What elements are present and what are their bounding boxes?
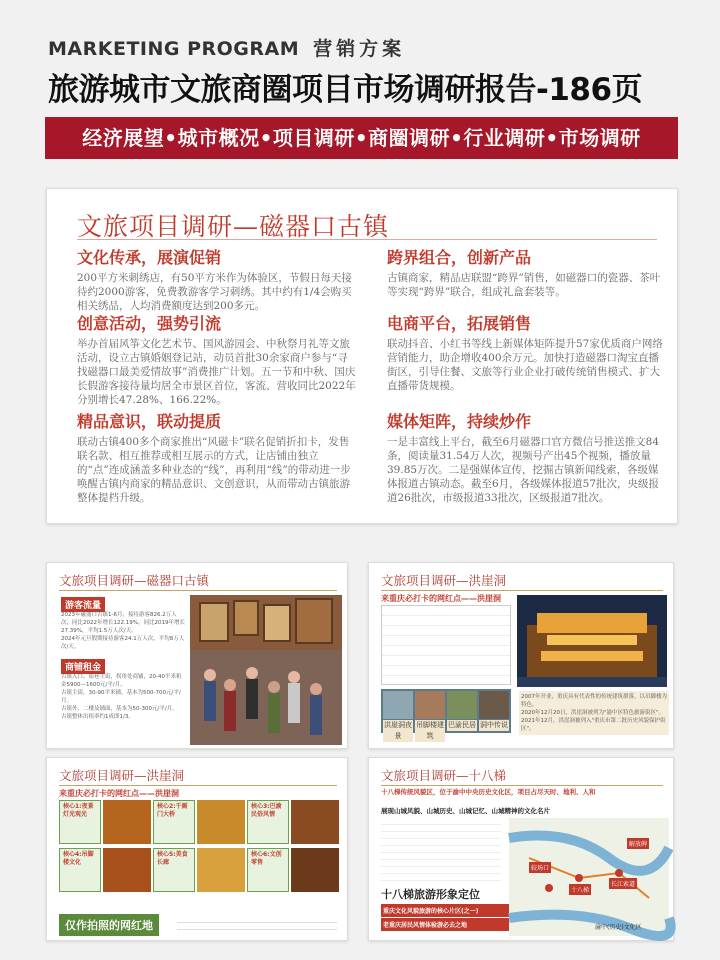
topic-banner: 经济展望•城市概况•项目调研•商圈调研•行业调研•市场调研 xyxy=(45,117,678,159)
section-quality xyxy=(77,409,357,505)
photo-spot-badge: 仅作拍照的网红地 xyxy=(59,914,159,936)
core-photo xyxy=(291,800,339,844)
ciqikou-street-photo xyxy=(190,595,342,745)
core-box xyxy=(153,800,195,844)
header-subtitle xyxy=(48,34,405,61)
card-title: 文旅项目调研—磁器口古镇 xyxy=(59,573,210,588)
map-illustration xyxy=(509,818,669,936)
thumbnail-page-shibati xyxy=(368,757,674,941)
info-table xyxy=(381,605,511,685)
rent-line: 古镇入口、街巷主街，拐角处商铺，20-40平米租金5900—1600元/平/月。 xyxy=(61,674,182,688)
hongyadong-notes xyxy=(519,691,669,735)
shop-rent-text xyxy=(61,673,185,721)
core-photo xyxy=(291,848,339,892)
text-placeholder xyxy=(177,916,337,932)
document-title: 文旅项目调研—磁器口古镇 xyxy=(77,212,390,241)
section-body: 一是丰富线上平台，截至6月磁器口官方微信号推送推文84条，阅读量31.54万人次，视频号产出45个视频，播放量39.85万次。二是强媒体宣传，挖掘古镇新闻线索，各级媒体报道古镇动态。截至6月，各级媒体报道57批次，央级报道26批次，市级报道33批次，区级报道7批次。 xyxy=(387,436,660,504)
section-culture xyxy=(77,245,357,313)
map-label: 解放碑 xyxy=(627,838,649,849)
visitor-flow-text xyxy=(61,611,185,651)
section-media xyxy=(387,409,667,505)
section-activities xyxy=(77,311,357,407)
card-divider xyxy=(59,785,337,786)
card-title: 文旅项目调研—洪崖洞 xyxy=(381,573,507,588)
photo-caption: 洪崖洞夜景 xyxy=(384,721,412,740)
core-box xyxy=(247,848,289,892)
header-en: MARKETING PROGRAM xyxy=(48,38,300,60)
card-divider xyxy=(59,590,337,591)
core-box xyxy=(59,848,101,892)
section-heading: 精品意识，联动提质 xyxy=(77,412,222,431)
card-title: 文旅项目调研—十八梯 xyxy=(381,768,507,783)
tag-shop-rent: 商铺租金 xyxy=(61,659,105,674)
core-box xyxy=(247,800,289,844)
card-title: 文旅项目调研—洪崖洞 xyxy=(59,768,185,783)
rent-line: 古镇外、二楼及铺面，基本为50-300元/平/月。 xyxy=(61,706,178,712)
card-red-heading: 十八梯传统风貌区，位于渝中中央历史文化区，项目占尽天时、地利、人和 xyxy=(381,788,596,796)
visitor-line: 2023年磁器口古镇1-6月，接待游客826.2万人次，同比2022年增长122.19%，同比2019年增长27.39%，平均1.5万人次/天。 xyxy=(61,612,185,634)
core-box-label: 核心1:夜景灯光观光 xyxy=(63,803,94,818)
core-box-label: 核心2:千厮门大桥 xyxy=(157,803,188,818)
street-photo-illustration xyxy=(190,595,342,745)
card-red-heading: 来重庆必打卡的网红点——洪崖洞 xyxy=(381,594,501,603)
card-subheading: 展现山城风貌、山城历史、山城记忆、山城精神的文化名片 xyxy=(381,807,550,815)
page-title: 旅游城市文旅商圈项目市场调研报告-186页 xyxy=(48,72,643,108)
card-red-heading: 来重庆必打卡的网红点——洪崖洞 xyxy=(59,789,179,798)
core-photo xyxy=(103,848,151,892)
map-label: 较场口 xyxy=(529,862,551,873)
card-divider xyxy=(381,785,663,786)
thumbnail-page-hongyadong-2 xyxy=(46,757,348,941)
map-label: 长江索道 xyxy=(609,878,637,889)
section-crossover xyxy=(387,245,667,299)
note-line: 2020年12月20日，洪崖洞被列为"渝中区特色旅游街区"。 xyxy=(521,710,665,716)
core-box-label: 核心5:美食长廊 xyxy=(157,851,188,866)
core-box-label: 核心4:吊脚楼文化 xyxy=(63,851,94,866)
map-caption: 渝中(历史)文化区 xyxy=(595,924,642,931)
thumbnail-page-ciqikou xyxy=(46,562,348,749)
section-body: 联动抖音、小红书等线上新媒体矩阵提升57家优质商户网络营销能力，助企增收400余万元。加快打造磁器口淘宝直播街区，引导住餐、文旅等行业企业打破传统销售模式、扩大直播带货规模。 xyxy=(387,338,663,392)
section-heading: 创意活动，强势引流 xyxy=(77,314,222,333)
header-cn: 营销方案 xyxy=(313,38,406,60)
text-placeholder xyxy=(381,818,501,882)
thumb-photo-strip xyxy=(381,689,511,740)
core-photo xyxy=(103,800,151,844)
rent-line: 古镇主街，30-90平米铺，基本为500-700元/平/月。 xyxy=(61,690,181,704)
thumbnail-page-hongyadong xyxy=(368,562,674,749)
shibati-map xyxy=(509,818,669,936)
section-ecommerce xyxy=(387,311,667,393)
positioning-line: 重庆文化风貌旅游的核心片区(之一) xyxy=(381,904,509,917)
section-heading: 文化传承，展演促销 xyxy=(77,248,222,267)
section-body: 古镇商家，精品店联盟“跨界”销售，如磁器口的瓷器、茶叶等实现“跨界”联合，组成礼盒套装等。 xyxy=(387,272,661,298)
core-photo xyxy=(197,800,245,844)
section-heading: 媒体矩阵，持续炒作 xyxy=(387,412,532,431)
title-divider xyxy=(77,239,657,240)
section-heading: 跨界组合，创新产品 xyxy=(387,248,532,267)
map-label: 十八梯 xyxy=(569,884,591,895)
night-photo-illustration xyxy=(517,595,667,687)
note-line: 2007年开业，重庆具有代表性的传统建筑群落，以吊脚楼为特色。 xyxy=(521,694,667,708)
positioning-title: 十八梯旅游形象定位 xyxy=(381,888,480,901)
core-box-label: 核心6:文创零售 xyxy=(251,851,282,866)
positioning-line: 老重庆居民风情体验游必去之地 xyxy=(381,918,509,931)
section-body: 举办首届风筝文化艺术节、国风游园会、中秋祭月礼等文旅活动，设立古镇婚姻登记站，动员首批30余家商户参与“寻找磁器口最美爱情故事”消费推广计划。五一节和中秋、国庆长假游客接待量均居全市景区首位，客流、营收同比2022年分别增长47.28%、166.22%。 xyxy=(77,338,356,406)
main-document-page xyxy=(46,188,678,524)
visitor-line: 2024年元旦假期接待游客24.1万人次，平均8万人次/天。 xyxy=(61,636,185,650)
core-box xyxy=(59,800,101,844)
core-box xyxy=(153,848,195,892)
core-photo xyxy=(197,848,245,892)
note-line: 2021年12月，洪崖洞被列入"重庆市第二批历史风貌保护街区"。 xyxy=(521,718,666,732)
photo-caption: 吊脚楼建筑 xyxy=(416,721,444,740)
core-box-label: 核心3:巴渝民俗风情 xyxy=(251,803,282,818)
section-body: 200平方米刺绣店，有50平方米作为体验区，节假日每天接待约2000游客，免费教游客学习刺绣。其中约有1/4会购买相关绣品，人均消费额度达到200多元。 xyxy=(77,272,352,312)
card-divider xyxy=(381,590,663,591)
rent-line: 古镇整体出租率约1成即1/3。 xyxy=(61,714,134,720)
photo-caption: 巴渝民居 xyxy=(448,721,476,729)
section-body: 联动古镇400多个商家推出“风磁卡”联名促销折扣卡，发售联名款、相互推荐或相互展示的方式，让店铺由独立的“点”连成涵盖多种业态的“线”，再利用“线”的带动进一步唤醒古镇内商家的精品意识、文创意识，从而带动古镇旅游整体提档升级。 xyxy=(77,436,351,504)
photo-caption: 洞中传说 xyxy=(480,721,508,729)
section-heading: 电商平台，拓展销售 xyxy=(387,314,532,333)
tag-visitor-flow: 游客流量 xyxy=(61,597,105,612)
hongyadong-night-photo xyxy=(517,595,667,687)
